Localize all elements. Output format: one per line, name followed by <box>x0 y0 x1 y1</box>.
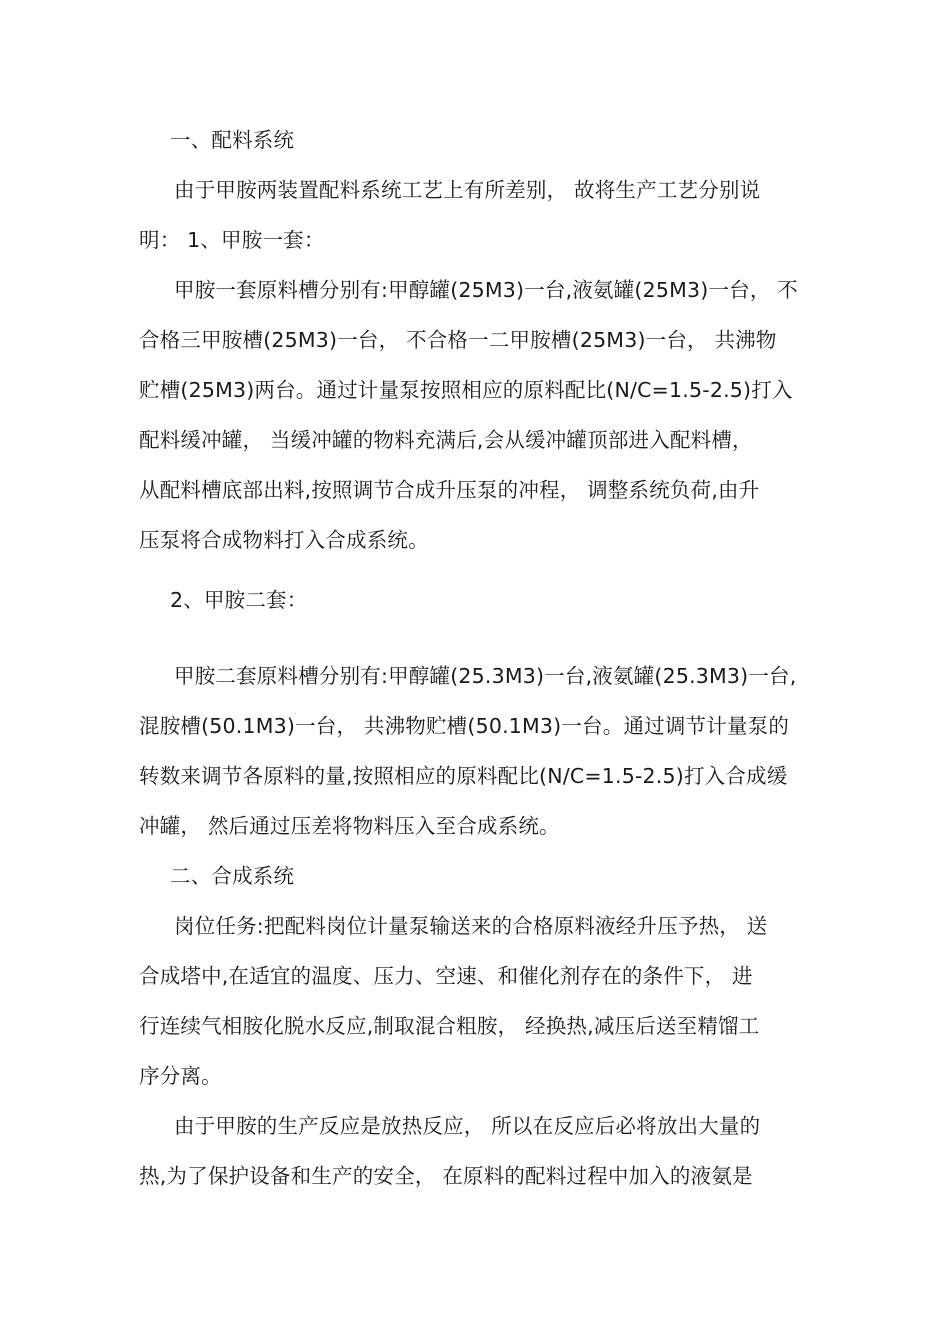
paragraph-line: 序分离。 <box>139 1064 222 1088</box>
paragraph-line: 甲胺二套原料槽分别有:甲醇罐(25.3M3)一台,液氨罐(25.3M3)一台, <box>174 664 797 688</box>
paragraph-line: 配料缓冲罐， 当缓冲罐的物料充满后,会从缓冲罐顶部进入配料槽， <box>139 428 753 452</box>
paragraph-line: 热,为了保护设备和生产的安全， 在原料的配料过程中加入的液氨是 <box>139 1164 753 1188</box>
paragraph-line: 明： 1、甲胺一套： <box>139 228 325 252</box>
paragraph-line: 混胺槽(50.1M3)一台， 共沸物贮槽(50.1M3)一台。通过调节计量泵的 <box>139 714 790 738</box>
paragraph-line: 压泵将合成物料打入合成系统。 <box>139 528 429 552</box>
section-heading-batching-system: 一、配料系统 <box>170 128 295 152</box>
paragraph-line: 由于甲胺两装置配料系统工艺上有所差别， 故将生产工艺分别说 <box>174 178 761 202</box>
paragraph-line: 由于甲胺的生产反应是放热反应， 所以在反应后必将放出大量的 <box>174 1114 761 1138</box>
paragraph-line: 岗位任务:把配料岗位计量泵输送来的合格原料液经升压予热， 送 <box>174 914 768 938</box>
paragraph-line: 甲胺一套原料槽分别有:甲醇罐(25M3)一台,液氨罐(25M3)一台， 不 <box>174 278 798 302</box>
paragraph-line: 合成塔中,在适宜的温度、压力、空速、和催化剂存在的条件下， 进 <box>139 964 753 988</box>
paragraph-line: 贮槽(25M3)两台。通过计量泵按照相应的原料配比(N/C=1.5-2.5)打入 <box>139 378 793 402</box>
section-heading-synthesis-system: 二、合成系统 <box>170 864 295 888</box>
paragraph-line: 行连续气相胺化脱水反应,制取混合粗胺， 经换热,减压后送至精馏工 <box>139 1014 760 1038</box>
paragraph-line: 合格三甲胺槽(25M3)一台， 不合格一二甲胺槽(25M3)一台， 共沸物 <box>139 328 777 352</box>
subsection-heading-set-two: 2、甲胺二套： <box>170 588 308 612</box>
paragraph-line: 冲罐， 然后通过压差将物料压入至合成系统。 <box>139 814 560 838</box>
paragraph-line: 从配料槽底部出料,按照调节合成升压泵的冲程， 调整系统负荷,由升 <box>139 478 760 502</box>
paragraph-line: 转数来调节各原料的量,按照相应的原料配比(N/C=1.5-2.5)打入合成缓 <box>139 764 788 788</box>
